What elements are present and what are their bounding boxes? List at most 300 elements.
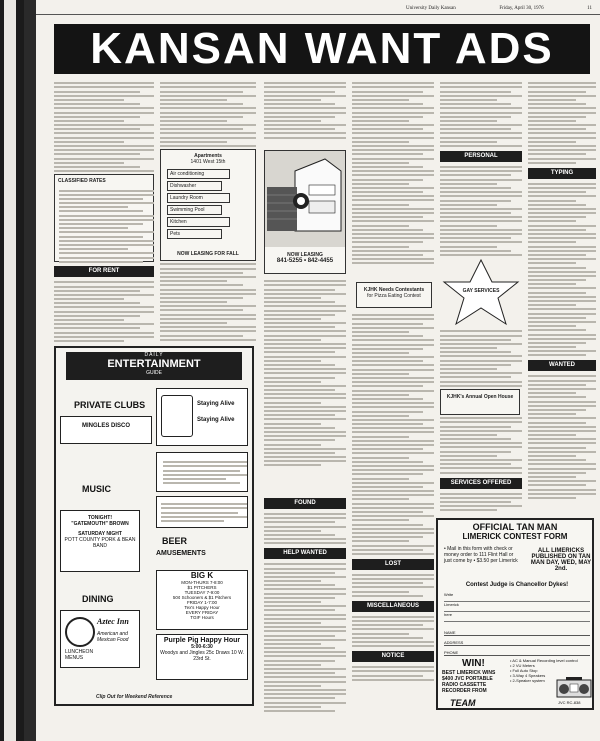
text-line — [264, 530, 321, 532]
text-line — [264, 128, 335, 130]
limerick-write-area[interactable] — [444, 592, 590, 624]
text-line — [352, 519, 409, 521]
text-line — [352, 616, 434, 618]
text-line — [54, 86, 154, 88]
contest-instructions: • Mail in this form with check or money order to 111 Flint Hall or just come by • $3.50 per Limerick — [444, 546, 518, 564]
text-line — [54, 302, 140, 304]
text-line — [54, 132, 154, 134]
text-line — [528, 292, 586, 294]
text-line — [264, 310, 346, 312]
text-line — [440, 212, 511, 214]
text-line — [352, 415, 409, 417]
text-line — [440, 195, 522, 197]
text-line — [528, 304, 576, 306]
text-line — [440, 343, 522, 345]
contest-judge: Contest Judge is Chancellor Dykes! — [465, 582, 569, 588]
text-line — [264, 697, 335, 699]
text-line — [352, 457, 409, 459]
text-line — [352, 469, 434, 471]
text-line — [528, 409, 586, 411]
text-line — [528, 137, 596, 139]
text-line — [352, 574, 434, 576]
text-line — [440, 229, 522, 231]
text-line — [352, 385, 423, 387]
text-line — [264, 330, 346, 332]
text-line — [528, 463, 596, 465]
text-line — [352, 532, 434, 534]
apartment-amenity: Swimming Pool — [167, 205, 222, 215]
text-line — [440, 330, 522, 332]
contest-address-field[interactable] — [444, 640, 590, 646]
text-line — [440, 421, 522, 423]
recorder-feature: • 2-Speaker system — [510, 678, 545, 683]
text-line — [264, 435, 346, 437]
column-3-bottom — [264, 494, 346, 714]
text-line — [264, 132, 346, 134]
text-line — [264, 588, 346, 590]
text-line — [352, 99, 409, 101]
text-line — [352, 170, 434, 172]
text-line — [528, 313, 596, 315]
text-line — [264, 706, 321, 708]
text-line — [352, 444, 434, 446]
text-line — [440, 183, 497, 185]
text-line — [352, 465, 434, 467]
text-line — [54, 145, 154, 147]
text-line — [528, 442, 596, 444]
text-line — [352, 478, 409, 480]
text-line — [440, 472, 522, 474]
text-line — [528, 258, 596, 260]
text-line — [528, 254, 586, 256]
text-line — [528, 417, 596, 419]
column-4-bottom — [352, 312, 434, 712]
text-line — [264, 297, 321, 299]
text-line — [160, 309, 243, 311]
text-line — [54, 153, 140, 155]
text-line — [160, 112, 256, 114]
text-line — [264, 568, 346, 570]
text-line — [54, 327, 140, 329]
text-line — [440, 455, 497, 457]
text-line — [59, 190, 154, 192]
text-line — [264, 284, 346, 286]
text-line — [264, 418, 346, 420]
text-line — [440, 451, 511, 453]
text-line — [163, 470, 240, 472]
text-line — [264, 385, 346, 387]
text-line — [160, 314, 256, 316]
text-line — [440, 434, 497, 436]
text-line — [264, 460, 346, 462]
text-line — [352, 482, 434, 484]
text-line — [264, 605, 346, 607]
text-line — [264, 580, 321, 582]
star-ad — [440, 258, 522, 328]
building-ad — [264, 150, 346, 274]
text-line — [352, 364, 434, 366]
section-notice: NOTICE — [352, 651, 434, 662]
ent-daily: DAILY — [144, 352, 164, 358]
text-line — [528, 246, 596, 248]
text-line — [352, 323, 423, 325]
text-line — [264, 116, 335, 118]
classified-rates-title: CLASSIFIED RATES — [58, 178, 106, 185]
text-line — [528, 233, 596, 235]
text-line — [352, 174, 434, 176]
text-line — [264, 693, 346, 695]
text-line — [160, 276, 256, 278]
text-line — [440, 91, 511, 93]
recorder-model: JVC RC-838 — [558, 700, 581, 705]
text-line — [352, 398, 423, 400]
text-line — [440, 459, 522, 461]
text-line — [352, 666, 434, 668]
contest-name-field[interactable] — [444, 630, 590, 636]
text-line — [352, 591, 409, 593]
text-line — [160, 339, 256, 341]
text-line — [352, 515, 434, 517]
text-line — [440, 99, 497, 101]
apartment-leasing-note: NOW LEASING FOR FALL — [177, 251, 239, 258]
text-line — [352, 327, 434, 329]
text-line — [160, 272, 243, 274]
text-line — [54, 170, 154, 172]
text-line — [352, 331, 409, 333]
text-line — [264, 576, 346, 578]
star-ad-text: GAY SERVICES — [462, 288, 500, 295]
column-1 — [54, 80, 154, 342]
text-line — [440, 128, 511, 130]
text-line — [528, 158, 596, 160]
text-line — [54, 336, 154, 338]
text-line — [352, 461, 423, 463]
text-line — [440, 204, 497, 206]
text-line — [352, 431, 434, 433]
text-line — [352, 524, 423, 526]
text-line — [440, 241, 522, 243]
recorder-feature: • Full Auto Stop — [510, 668, 538, 673]
text-line — [163, 482, 240, 484]
text-line — [352, 620, 434, 622]
text-line — [528, 212, 596, 214]
staying-alive-2: Staying Alive — [197, 417, 235, 423]
apartment-amenity: Kitchen — [167, 217, 230, 227]
text-line — [528, 438, 596, 440]
text-line — [160, 280, 227, 282]
text-line — [54, 95, 154, 97]
text-line — [160, 99, 227, 101]
text-line — [440, 497, 522, 499]
text-line — [264, 456, 346, 458]
text-line — [54, 128, 140, 130]
text-line — [440, 381, 522, 383]
text-line — [160, 137, 256, 139]
text-line — [528, 153, 586, 155]
text-line — [352, 490, 434, 492]
text-line — [440, 200, 511, 202]
text-line — [440, 95, 522, 97]
text-line — [440, 372, 522, 374]
text-line — [528, 287, 596, 289]
text-line — [528, 99, 576, 101]
text-line — [528, 484, 586, 486]
text-line — [264, 584, 335, 586]
text-line — [264, 618, 346, 620]
big-k-hours-line: Tex's Happy Hour — [184, 605, 220, 610]
limerick-line: here — [444, 612, 590, 622]
text-line — [264, 301, 335, 303]
text-line — [352, 141, 409, 143]
text-line — [440, 355, 522, 357]
text-line — [264, 534, 335, 536]
text-line — [264, 305, 346, 307]
aztec-inn-ad — [60, 610, 140, 668]
text-line — [352, 511, 423, 513]
text-line — [440, 505, 522, 507]
apartment-amenity: Dishwasher — [167, 181, 222, 191]
text-line — [528, 447, 586, 449]
text-line — [528, 241, 576, 243]
text-line — [264, 427, 335, 429]
text-line — [352, 423, 423, 425]
text-line — [264, 293, 346, 295]
ent-music: MUSIC — [82, 484, 111, 494]
text-line — [59, 194, 154, 196]
gatemouth-ad — [60, 510, 140, 572]
text-line — [440, 137, 522, 139]
text-line — [440, 103, 511, 105]
text-line — [352, 578, 434, 580]
text-line — [264, 685, 321, 687]
kjhk-title: KJHK Needs Contestants — [363, 287, 425, 293]
text-line — [440, 191, 522, 193]
text-line — [264, 322, 346, 324]
text-line — [54, 315, 140, 317]
text-line — [264, 639, 346, 641]
big-k-hours-line: 50¢ Schooners & $1 Pitchers — [172, 595, 232, 600]
text-line — [264, 91, 335, 93]
text-line — [528, 329, 586, 331]
text-line — [352, 344, 434, 346]
text-line — [352, 452, 434, 454]
kjhk-open-title: KJHK's Annual Open House — [446, 393, 514, 400]
text-line — [352, 427, 434, 429]
text-line — [54, 340, 124, 342]
contest-phone-field[interactable] — [444, 650, 590, 656]
apartment-name: Apartments — [194, 153, 222, 160]
text-line — [59, 248, 128, 250]
text-line — [264, 668, 346, 670]
text-line — [264, 82, 346, 84]
text-line — [440, 141, 497, 143]
kjhk-sub: for Pizza Eating Contest — [367, 293, 421, 299]
text-line — [528, 124, 596, 126]
text-line — [352, 208, 434, 210]
text-line — [440, 360, 522, 362]
text-line — [59, 206, 128, 208]
text-line — [440, 145, 522, 147]
limerick-line: Write — [444, 592, 590, 602]
text-line — [160, 293, 256, 295]
text-line — [160, 289, 256, 291]
text-line — [352, 390, 434, 392]
text-line — [160, 330, 256, 332]
text-line — [264, 393, 346, 395]
text-line — [352, 86, 434, 88]
text-line — [352, 335, 423, 337]
text-line — [352, 373, 409, 375]
text-line — [264, 452, 335, 454]
text-line — [264, 609, 335, 611]
text-line — [264, 347, 346, 349]
apartment-amenity: Pets — [167, 229, 222, 239]
text-line — [54, 332, 154, 334]
text-line — [528, 204, 586, 206]
text-line — [528, 107, 596, 109]
staying-alive-1: Staying Alive — [197, 401, 235, 407]
text-line — [352, 204, 409, 206]
text-line — [352, 258, 434, 260]
luncheon-menus: LUNCHEON MENUS — [65, 649, 94, 661]
ent-dining: DINING — [82, 594, 114, 604]
text-line — [54, 319, 124, 321]
text-line — [440, 132, 522, 134]
text-line — [528, 262, 576, 264]
text-line — [528, 112, 596, 114]
text-line — [528, 392, 576, 394]
text-line — [59, 223, 143, 225]
text-line — [160, 268, 256, 270]
text-line — [440, 179, 522, 181]
text-line — [528, 132, 596, 134]
text-line — [352, 120, 409, 122]
text-line — [352, 107, 434, 109]
text-line — [59, 210, 143, 212]
text-line — [352, 536, 423, 538]
text-line — [264, 572, 335, 574]
text-line — [440, 170, 522, 172]
text-line — [264, 314, 335, 316]
text-line — [352, 162, 409, 164]
text-line — [440, 426, 511, 428]
text-line — [352, 166, 423, 168]
text-line — [160, 297, 243, 299]
text-line — [352, 394, 409, 396]
text-line — [264, 635, 335, 637]
text-line — [160, 107, 256, 109]
text-line — [264, 517, 346, 519]
text-line — [160, 91, 243, 93]
text-line — [352, 402, 434, 404]
cassette-recorder-icon — [556, 676, 592, 698]
text-line — [528, 413, 576, 415]
section-wanted: WANTED — [528, 360, 596, 371]
team-logo: TEAM — [450, 698, 476, 708]
text-line — [528, 396, 586, 398]
text-line — [54, 166, 140, 168]
text-line — [264, 664, 321, 666]
text-line — [440, 233, 522, 235]
text-line — [161, 512, 238, 514]
text-line — [54, 281, 154, 283]
want-ads-banner — [54, 24, 590, 74]
text-line — [264, 406, 346, 408]
text-line — [352, 582, 423, 584]
text-line — [352, 191, 423, 193]
text-line — [160, 120, 227, 122]
text-line — [160, 86, 256, 88]
page-number: 11 — [587, 6, 592, 11]
text-line — [352, 179, 423, 181]
music-ad-2 — [156, 496, 248, 528]
text-line — [264, 280, 346, 282]
gatemouth-tonight: TONIGHT! — [87, 515, 113, 521]
text-line — [440, 467, 522, 469]
text-line — [264, 526, 346, 528]
text-line — [264, 681, 346, 683]
text-line — [54, 323, 154, 325]
text-line — [528, 95, 596, 97]
text-line — [54, 141, 124, 143]
contest-publish-note: ALL LIMERICKS PUBLISHED ON TAN MAN DAY, WED, MAY 2nd. — [530, 548, 592, 572]
text-line — [528, 279, 586, 281]
text-line — [264, 593, 346, 595]
text-line — [528, 434, 576, 436]
text-line — [54, 120, 124, 122]
text-line — [528, 225, 596, 227]
text-line — [264, 710, 335, 712]
text-line — [352, 641, 434, 643]
text-line — [528, 308, 596, 310]
text-line — [352, 199, 434, 201]
text-line — [528, 489, 596, 491]
text-line — [54, 116, 140, 118]
text-line — [440, 208, 522, 210]
text-line — [352, 254, 423, 256]
text-line — [352, 553, 434, 555]
text-line — [528, 103, 586, 105]
text-line — [264, 614, 346, 616]
text-line — [528, 380, 596, 382]
text-line — [528, 91, 586, 93]
text-line — [528, 149, 596, 151]
text-line — [440, 246, 497, 248]
entertainment-guide — [54, 346, 254, 706]
ent-title: ENTERTAINMENT — [107, 358, 201, 370]
text-line — [352, 187, 434, 189]
mingles-text: MINGLES DISCO — [81, 423, 130, 429]
entertainment-title-box — [66, 352, 242, 380]
text-line — [528, 141, 576, 143]
text-line — [528, 325, 576, 327]
text-line — [59, 215, 154, 217]
text-line — [352, 624, 423, 626]
text-line — [528, 267, 586, 269]
text-line — [264, 120, 321, 122]
text-line — [528, 283, 576, 285]
text-line — [160, 116, 243, 118]
gatemouth-saturday: SATURDAY NIGHT — [78, 531, 122, 537]
text-line — [440, 376, 511, 378]
text-line — [264, 513, 346, 515]
text-line — [160, 322, 227, 324]
text-line — [528, 354, 586, 356]
text-line — [352, 339, 434, 341]
text-line — [352, 356, 434, 358]
purple-pig-address: Woodys and Jingles 25c Draws 10 W. 23rd St. — [160, 650, 244, 662]
text-line — [352, 528, 434, 530]
